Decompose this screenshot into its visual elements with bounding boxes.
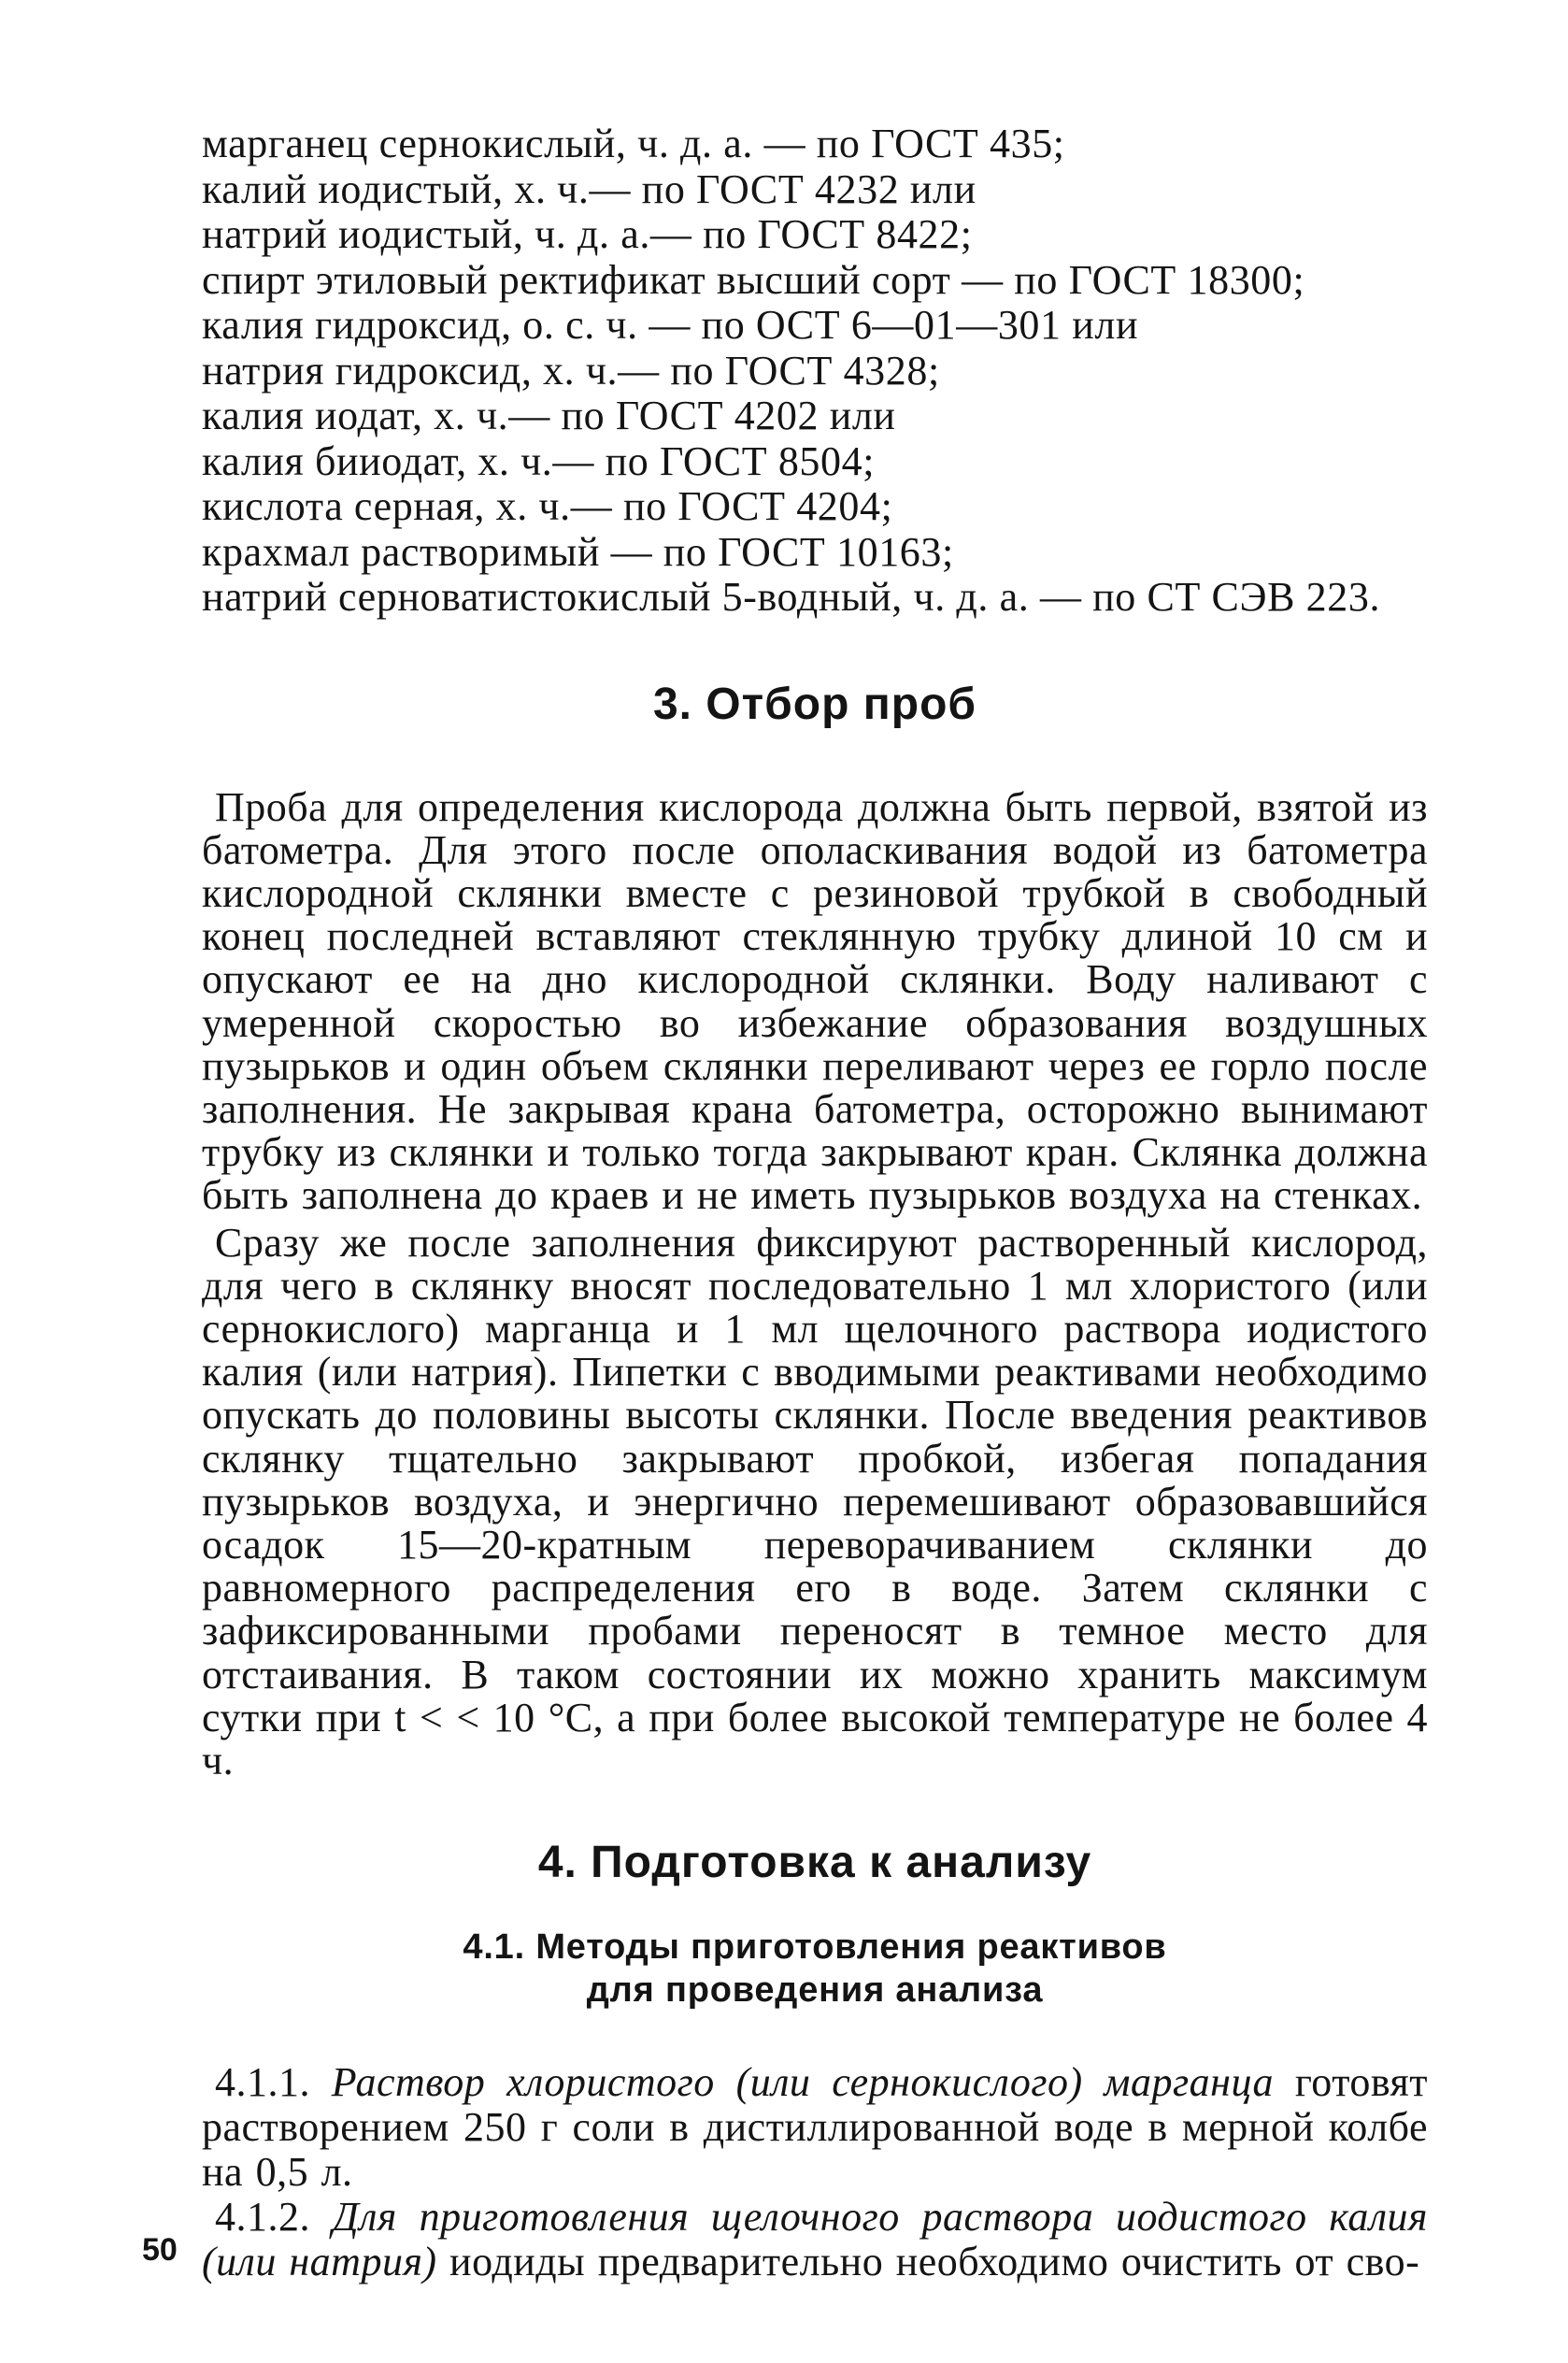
paragraph-4-1-2 <box>202 2195 1428 2284</box>
list-item: крахмал растворимый — по ГОСТ 10163; <box>202 528 954 575</box>
list-item: калий иодистый, х. ч.— по ГОСТ 4232 или <box>202 165 976 212</box>
section-heading-sampling: 3. Отбор проб <box>652 679 977 729</box>
subsection-heading-line-2: для проведения анализа <box>586 1970 1044 2011</box>
subsection-heading-line-1: 4.1. Методы приготовления реактивов <box>463 1927 1167 1968</box>
list-item: кислота серная, х. ч.— по ГОСТ 4204; <box>202 483 893 529</box>
list-item: спирт этиловый ректификат высший сорт — по ГОСТ 18300; <box>202 256 1305 303</box>
list-item: натрия гидроксид, х. ч.— по ГОСТ 4328; <box>202 347 940 394</box>
item-text: готовят растворением 250 г соли в дистиллированной воде в мерной колбе на 0,5 л. <box>202 2059 1429 2196</box>
item-number: 4.1.1. <box>215 2059 310 2106</box>
item-number: 4.1.2. <box>215 2194 310 2241</box>
section-heading-preparation: 4. Подготовка к анализу <box>537 1838 1092 1888</box>
list-item: натрий серноватистокислый 5-водный, ч. д. а. — по СТ СЭВ 223. <box>202 574 1381 620</box>
item-text: иодиды предварительно необходимо очистить от сво- <box>449 2239 1420 2285</box>
list-item: натрий иодистый, ч. д. а.— по ГОСТ 8422; <box>202 211 973 257</box>
page-number: 50 <box>142 2232 178 2268</box>
paragraph-sampling-2: Сразу же после заполнения фиксируют растворенный кислород, для чего в склянку вносят последовательно 1 мл хлористого (или сернокислого) марганца и 1 мл щелочного раствора иодистого калия (или натрия). Пипетки с вводимыми реактивами необходимо опускать до половины высоты склянки. После введения реактивов склянку тщательно закрывают пробкой, избегая попадания пузырьков воздуха, и энергично перемешивают образовавшийся осадок 15—20-кратным переворачиванием склянки до равномерного распределения его в воде. Затем склянки с зафиксированными пробами переносят в темное место для отстаивания. В таком состоянии их можно хранить максимум сутки при t < < 10 °С, а при более высокой температуре не более 4 ч. <box>202 1219 1428 1783</box>
list-item: марганец сернокислый, ч. д. а. — по ГОСТ 435; <box>202 121 1065 166</box>
item-italic-text: Раствор хлористого (или сернокислого) марганца <box>331 2059 1275 2106</box>
item-italic-text: Для приготовления щелочного раствора иодистого калия (или натрия) <box>202 2194 1428 2285</box>
list-item: калия гидроксид, о. с. ч. — по ОСТ 6—01—301 или <box>202 302 1139 348</box>
reagent-list <box>202 122 1428 621</box>
subsection-heading <box>202 1926 1428 2012</box>
document-page <box>202 122 1428 2284</box>
paragraph-sampling-1: Проба для определения кислорода должна быть первой, взятой из батометра. Для этого после ополаскивания водой из батометра кислородной склянки вместе с резиновой трубкой в свободный конец последней вставляют стеклянную трубку длиной 10 см и опускают ее на дно кислородной склянки. Воду наливают с умеренной скоростью во избежание образования воздушных пузырьков и один объем склянки переливают через ее горло после заполнения. Не закрывая крана батометра, осторожно вынимают трубку из склянки и только тогда закрывают кран. Склянка должна быть заполнена до краев и не иметь пузырьков воздуха на стенках. <box>202 783 1428 1219</box>
list-item: калия бииодат, х. ч.— по ГОСТ 8504; <box>202 437 876 484</box>
paragraph-4-1-1 <box>202 2060 1428 2195</box>
list-item: калия иодат, х. ч.— по ГОСТ 4202 или <box>202 393 896 438</box>
